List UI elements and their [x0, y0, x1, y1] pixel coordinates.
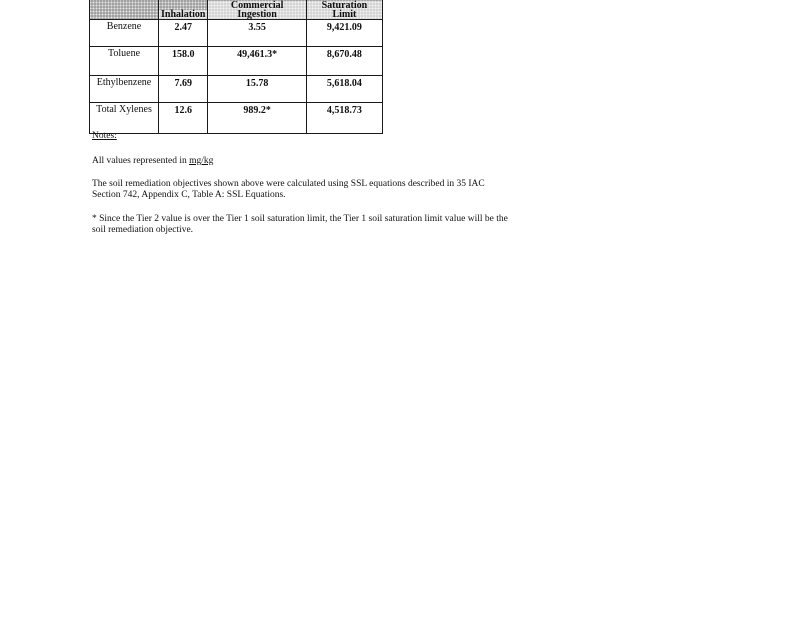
units-note [92, 156, 512, 167]
header-chemical [90, 0, 159, 20]
chemical-name: Toluene [90, 47, 159, 76]
inhalation-value: 12.6 [159, 103, 208, 134]
inhalation-value: 2.47 [159, 20, 208, 47]
table-row [90, 76, 383, 103]
saturation-limit-note: * Since the Tier 2 value is over the Tier 1 soil saturation limit, the Tier 1 soil saturation limit value will be the soil remediation objective. [92, 214, 508, 235]
table-row [90, 103, 383, 134]
saturation-value: 4,518.73 [306, 103, 382, 134]
table-row [90, 47, 383, 76]
saturation-value: 9,421.09 [306, 20, 382, 47]
header-inhalation: Inhalation [159, 0, 208, 20]
table-header-row [90, 0, 383, 20]
saturation-value: 8,670.48 [306, 47, 382, 76]
table-row [90, 20, 383, 47]
ingestion-value: 989.2* [208, 103, 306, 134]
header-commercial-ingestion: Commercial Ingestion [208, 0, 306, 20]
remediation-table-container [89, 0, 385, 134]
chemical-name: Ethylbenzene [90, 76, 159, 103]
inhalation-value: 158.0 [159, 47, 208, 76]
ingestion-value: 3.55 [208, 20, 306, 47]
chemical-name: Total Xylenes [90, 103, 159, 134]
remediation-objectives-table [89, 0, 383, 134]
ingestion-value: 15.78 [208, 76, 306, 103]
units-value: mg/kg [189, 156, 214, 166]
notes-heading: Notes: [92, 131, 117, 141]
ingestion-value: 49,461.3* [208, 47, 306, 76]
units-prefix: All values represented in [92, 156, 190, 166]
inhalation-value: 7.69 [159, 76, 208, 103]
header-saturation-limit: Saturation Limit [306, 0, 382, 20]
notes-section [92, 131, 512, 236]
chemical-name: Benzene [90, 20, 159, 47]
saturation-value: 5,618.04 [306, 76, 382, 103]
calculation-note: The soil remediation objectives shown above were calculated using SSL equations described in 35 IAC Section 742, Appendix C, Table A: SSL Equations. [92, 179, 485, 200]
